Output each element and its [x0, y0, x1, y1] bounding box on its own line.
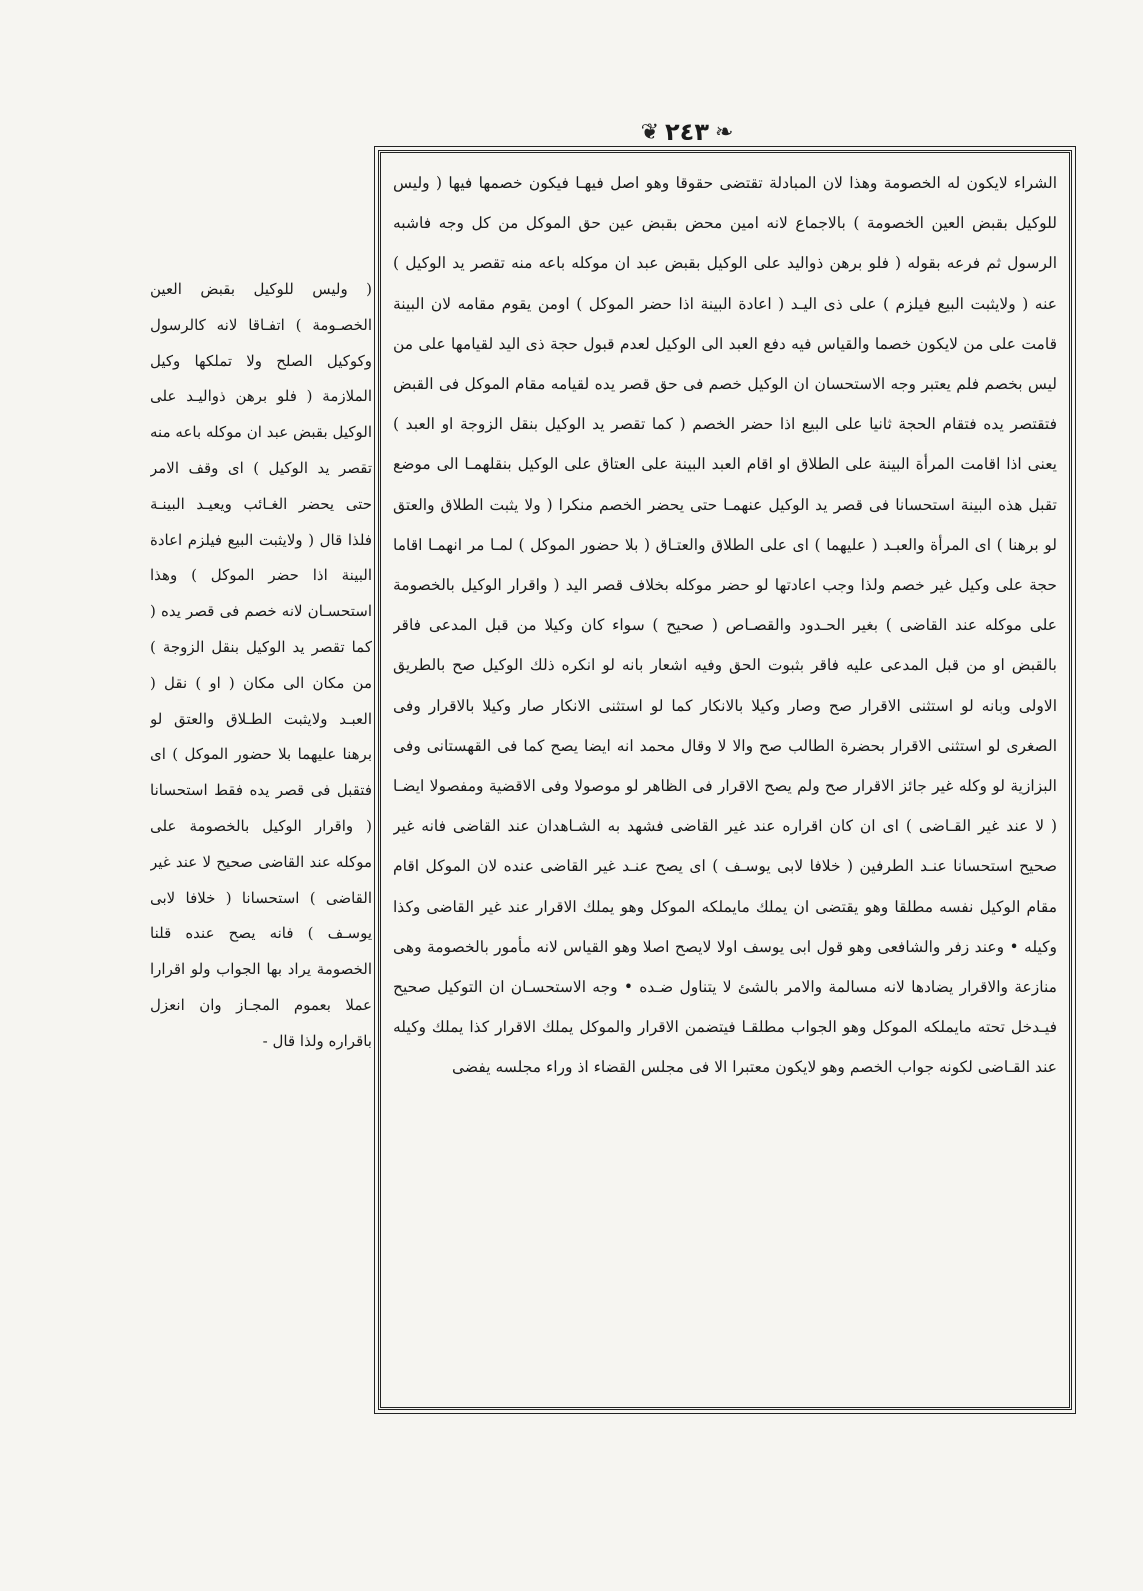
ornament-left-icon: ❦	[640, 119, 660, 145]
main-text-frame	[378, 150, 1072, 1410]
ornament-right-icon: ❧	[714, 119, 734, 145]
main-text-block	[393, 163, 1057, 1399]
main-text-paragraph: الشراء لايكون له الخصومة وهذا لان المبادلة تقتضى حقوقا وهو اصل فيهـا فيكون خصمها فيها ( وليس للوكيل بقبض العين الخصومة ) بالاجماع لانه امين محض بقبض عين حق الموكل من كل وجه فاشبه الرسول ثم فرعه بقوله ( فلو برهن ذواليد على الوكيل بقبض عبد ان موكله باعه منه تقصر يد الوكيل ) عنه ( ولايثبت البيع فيلزم ) على ذى اليـد ( اعادة البينة اذا حضر الموكل ) اومن يقوم مقامه لان البينة قامت على من لايكون خصما والقياس فيه دفع العبد الى الوكيل لعدم قبول حجة ذى اليد لقيامها على من ليس بخصم فلم يعتبر وجه الاستحسان ان الوكيل خصم فى حق قصر يده لقيامه مقام الموكل فى القبض فتقتصر يده فتقام الحجة ثانيا على البيع اذا حضر الخصم ( كما تقصر يد الوكيل بنقل الزوجة او العبد ) يعنى اذا اقامت المرأة البينة على الطلاق او اقام العبد البينة على العتاق على الوكيل بنقلهمـا الى موضع تقبل هذه البينة استحسانا فى قصر يد الوكيل عنهمـا حتى يحضر الخصم منكرا ( ولا يثبت الطلاق والعتق لو برهنا ) اى المرأة والعبـد ( عليهما ) اى على الطلاق والعتـاق ( بلا حضور الموكل ) لمـا مر انهمـا اقاما حجة على وكيل غير خصم ولذا وجب اعادتها لو حضر موكله بخلاف قصر اليد ( واقرار الوكيل بالخصومة على موكله عند القاضى ) بغير الحـدود والقصـاص ( صحيح ) سواء كان وكيلا من قبل المدعى فاقر بالقبض او من قبل المدعى عليه فاقر بثبوت الحق وفيه اشعار بانه لو انكره ذلك الوكيل صح بالطريق الاولى وبانه لو استثنى الاقرار صح وصار وكيلا بالانكار كما لو استثنى الانكار صار وكيلا بالاقرار وفى الصغرى لو استثنى الاقرار بحضرة الطالب صح والا لا وقال محمد انه ايضا يصح كما فى القهستانى وفى البزازية لو وكله غير جائز الاقرار صح ولم يصح الاقرار فى الظاهر لو موصولا وفى الاقضية ومفصولا ايضـا ( لا عند غير القـاضى ) اى ان كان اقراره عند غير القاضى فشهد به الشـاهدان عند القاضى فانه غير صحيح استحسانا عنـد الطرفين ( خلافا لابى يوسـف ) اى يصح عنـد غير القاضى عنده لان الموكل اقام مقام الوكيل نفسه مطلقا وهو يقتضى ان يملك مايملكه الموكل وهو يملك الاقرار عند غير القاضى وكذا وكيله • وعند زفر والشافعى وهو قول ابى يوسف اولا لايصح اصلا وهو القياس لانه مأمور بالخصومة وهى منازعة والاقرار يضادها لانه مسالمة والامر بالشئ لا يتناول ضـده • وجه الاستحسـان ان التوكيل صحيح فيـدخل تحته مايملكه الموكل وهو الجواب مطلقـا فيتضمن الاقرار والموكل يملك الاقرار كذا يملك وكيله عند القـاضى لكونه جواب الخصم وهو لايكون معتبرا الا فى مجلس القضاء اذ وراء مجلسه يفضى	[393, 174, 1057, 1077]
page-header	[612, 112, 762, 152]
page-number: ٢٤٣	[665, 118, 709, 146]
margin-commentary-paragraph: ( وليس للوكيل بقبض العين الخصـومة ) اتفـاقا لانه كالرسول وكوكيل الصلح ولا تملكها وكيل الملازمة ( فلو برهن ذواليـد على الوكيل بقبض عبد ان موكله باعه منه تقصر يد الوكيل ) اى وقف الامر حتى يحضر الغـائب ويعيـد البينـة فلذا قال ( ولايثبت البيع فيلزم اعادة البينة اذا حضر الموكل ) وهذا استحسـان لانه خصم فى قصر يده ( كما تقصر يد الوكيل بنقل الزوجة ) من مكان الى مكان ( او ) نقل ( العبـد ولايثبت الطـلاق والعتق لو برهنا عليهما بلا حضور الموكل ) اى فتقبل فى قصر يده فقط استحسانا ( واقرار الوكيل بالخصومة على موكله عند القاضى صحيح لا عند غير القاضى ) استحسانا ( خلافا لابى يوسـف ) فانه يصح عنده قلنا الخصومة يراد بها الجواب ولو اقرارا عملا بعموم المجـاز وان انعزل باقراره ولذا قال -	[150, 280, 372, 1050]
margin-commentary	[150, 272, 372, 1322]
